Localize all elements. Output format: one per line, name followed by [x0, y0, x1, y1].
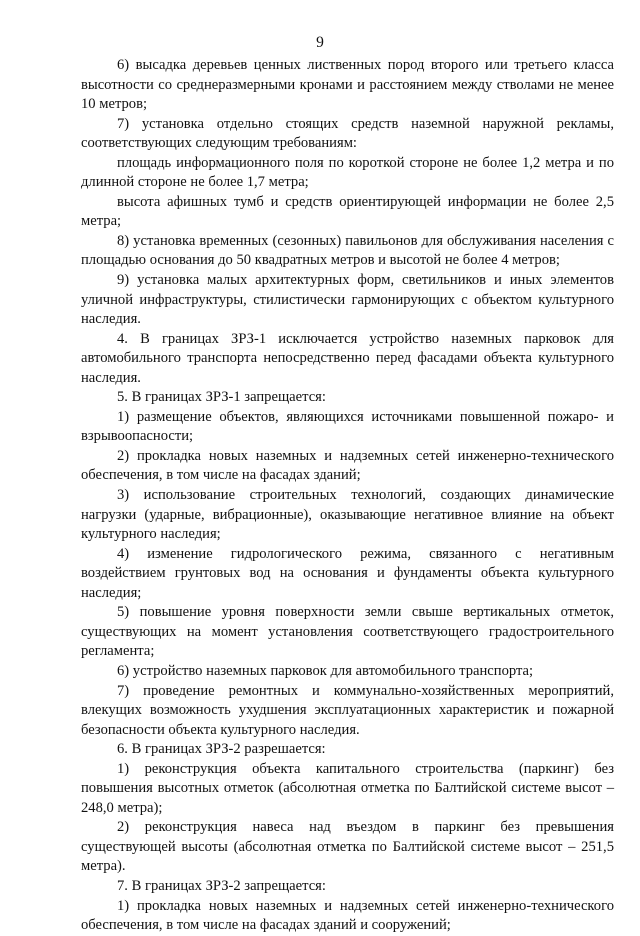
paragraph: 3) использование строительных технологий, создающих динамические нагрузки (ударные, вибрационные), оказывающие негативное влияние на объект культурного наследия;: [81, 487, 614, 543]
paragraph: 7) установка отдельно стоящих средств наземной наружной рекламы, соответствующих следующим требованиям:: [81, 115, 614, 152]
paragraph: 9) установка малых архитектурных форм, светильников и иных элементов уличной инфраструктуры, стилистически гармонирующих с объектом культурного наследия.: [81, 272, 614, 328]
section-heading: 6. В границах ЗРЗ-2 разрешается:: [117, 741, 326, 758]
paragraph: 2) реконструкция навеса над въездом в паркинг без превышения существующей высоты (абсолютная отметка по Балтийской системе высот – 251,5 метра).: [81, 819, 614, 875]
paragraph: 4) изменение гидрологического режима, связанного с негативным воздействием грунтовых вод на основания и фундаменты объекта культурного наследия;: [81, 545, 614, 601]
paragraph: 4. В границах ЗРЗ-1 исключается устройство наземных парковок для автомобильного транспорта непосредственно перед фасадами объекта культурного наследия.: [81, 330, 614, 386]
section-heading: 7. В границах ЗРЗ-2 запрещается:: [117, 877, 326, 894]
paragraph: 6) высадка деревьев ценных лиственных пород второго или третьего класса высотности со среднеразмерными кронами и расстоянием между стволами не менее 10 метров;: [81, 57, 614, 113]
paragraph: 5) повышение уровня поверхности земли свыше вертикальных отметок, существующих на момент установления соответствующего градостроительного регламента;: [81, 604, 614, 660]
paragraph: 7) проведение ремонтных и коммунально-хозяйственных мероприятий, влекущих возможность ухудшения эксплуатационных характеристик и пожарной безопасности объекта культурного наследия.: [81, 682, 614, 738]
paragraph: площадь информационного поля по короткой стороне не более 1,2 метра и по длинной стороне не более 1,7 метра;: [81, 154, 614, 191]
paragraph: высота афишных тумб и средств ориентирующей информации не более 2,5 метра;: [81, 193, 614, 230]
paragraph: 1) прокладка новых наземных и надземных сетей инженерно-технического обеспечения, в том числе на фасадах зданий и сооружений;: [81, 897, 614, 934]
page-number: 9: [316, 34, 324, 51]
paragraph: 2) прокладка новых наземных и надземных сетей инженерно-технического обеспечения, в том числе на фасадах зданий;: [81, 447, 614, 484]
paragraph: 6) устройство наземных парковок для автомобильного транспорта;: [117, 662, 534, 679]
section-heading: 5. В границах ЗРЗ-1 запрещается:: [117, 389, 326, 406]
paragraph: 1) размещение объектов, являющихся источниками повышенной пожаро- и взрывоопасности;: [81, 408, 614, 445]
paragraph: 8) установка временных (сезонных) павильонов для обслуживания населения с площадью основания до 50 квадратных метров и высотой не более 4 метров;: [81, 232, 614, 269]
document-body: [81, 56, 614, 936]
paragraph: 1) реконструкция объекта капитального строительства (паркинг) без повышения высотных отметок (абсолютная отметка по Балтийской системе высот – 248,0 метра);: [81, 760, 614, 816]
